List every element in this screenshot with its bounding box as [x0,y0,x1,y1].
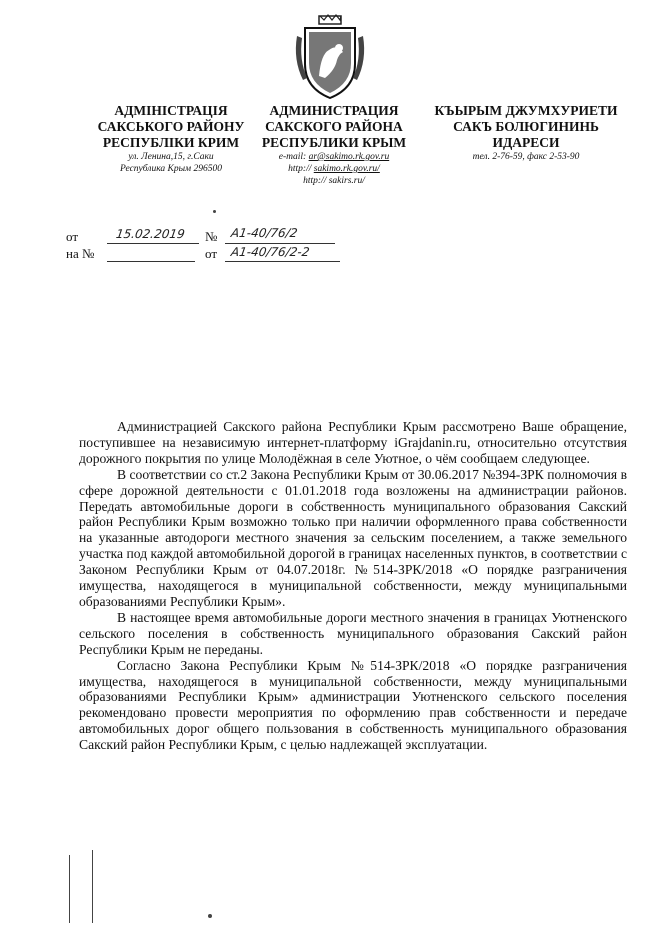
http-label: http:// [288,164,312,174]
date-underline [107,243,199,244]
paragraph-1: Администрацией Сакского района Республики Крым рассмотрено Ваше обращение, поступившее на независимую интернет-платформу iGrajdanin.ru, относительно отсутствия дорожного покрытия по улице Молодёжная в селе Уютное, о чём сообщаем следующее. [79,419,627,466]
header-right-crimean-tatar [416,103,636,163]
center-website-line-1 [246,163,422,175]
right-org-line-3: ИДАРЕСИ [492,135,560,150]
email-label: e-mail: [278,152,307,162]
paragraph-3: В настоящее время автомобильные дороги местного значения в границах Уютненского сельского поселения в собственность муниципального образования Сакский район Республики Крым не переданы. [79,609,627,657]
reference-from-label: от [205,246,218,261]
website-link-2[interactable]: http:// sakirs.ru/ [303,176,365,186]
from-label: от [66,229,79,244]
handwritten-reference-number: А1-40/76/2-2 [230,245,311,259]
reference-underline [107,261,195,262]
reference-number-underline [225,261,340,262]
paragraph-2: В соответствии со ст.2 Закона Республики Крым от 30.06.2017 №394-ЗРК полномочия в сфере дорожной деятельности с 01.01.2018 года возложены на администрации районов. Передать автомобильные дороги в собственность муниципального образования Сакский район Республики Крым возможно только при наличии оформленного права собственности на указанные автодороги местного значения за сельским поселением, а также земельного участка под каждой автомобильной дорогой в границах населенных пунктов, в соответствии с Законом Республики Крым от 04.07.2018г. №514-ЗРК/2018 «О порядке разграничения имущества, находящегося в муниципальной собственности, между муниципальными образованиями Республики Крым». [79,466,627,609]
scan-artifact-line-1 [69,855,70,923]
left-address-1: ул. Ленина,15, г.Саки [128,152,214,162]
right-org-line-2: САКЪ БОЛЮГИНИНЬ [453,119,599,134]
email-link[interactable]: ar@sakimo.rk.gov.ru [308,152,390,162]
scan-artifact-dot-2 [213,210,216,213]
header-center-russian [246,103,422,187]
website-link-1[interactable]: sakimo.rk.gov.ru/ [313,164,380,174]
header-left-ukrainian [86,103,256,175]
letter-body [79,419,627,753]
left-org-line-1: АДМІНІСТРАЦІЯ [114,103,228,118]
number-label: № [205,229,218,244]
handwritten-number: А1-40/76/2 [230,226,299,240]
left-org-line-3: РЕСПУБЛІКИ КРИМ [102,135,240,150]
center-org-line-1: АДМИНИСТРАЦИЯ [269,103,399,118]
number-underline [225,243,335,244]
scan-artifact-dot [208,914,212,918]
center-org-line-3: РЕСПУБЛИКИ КРЫМ [261,135,407,150]
left-org-line-2: САКСЬКОГО РАЙОНУ [97,119,245,134]
paragraph-4: Согласно Закона Республики Крым №514-ЗРК/2018 «О порядке разграничения имущества, находящегося в муниципальной собственности, между муниципальными образованиями Республики Крым» администрации Уютненского сельского поселения рекомендовано провести мероприятия по оформлению прав собственности и передаче автомобильных дорог общего пользования в собственность муниципального образования Сакский район Республики Крым, с целью надлежащей эксплуатации. [79,657,627,753]
center-email-line [246,151,422,163]
right-phone: тел. 2-76-59, факс 2-53-90 [472,152,580,162]
center-org-line-2: САКСКОГО РАЙОНА [265,119,403,134]
scan-artifact-line-2 [92,850,93,923]
right-org-line-1: КЪЫРЫМ ДЖУМХУРИЕТИ [434,103,618,118]
left-address-2: Республика Крым 296500 [120,164,222,174]
handwritten-date: 15.02.2019 [115,227,186,241]
reference-label: на № [66,246,95,261]
coat-of-arms-emblem [291,14,369,100]
